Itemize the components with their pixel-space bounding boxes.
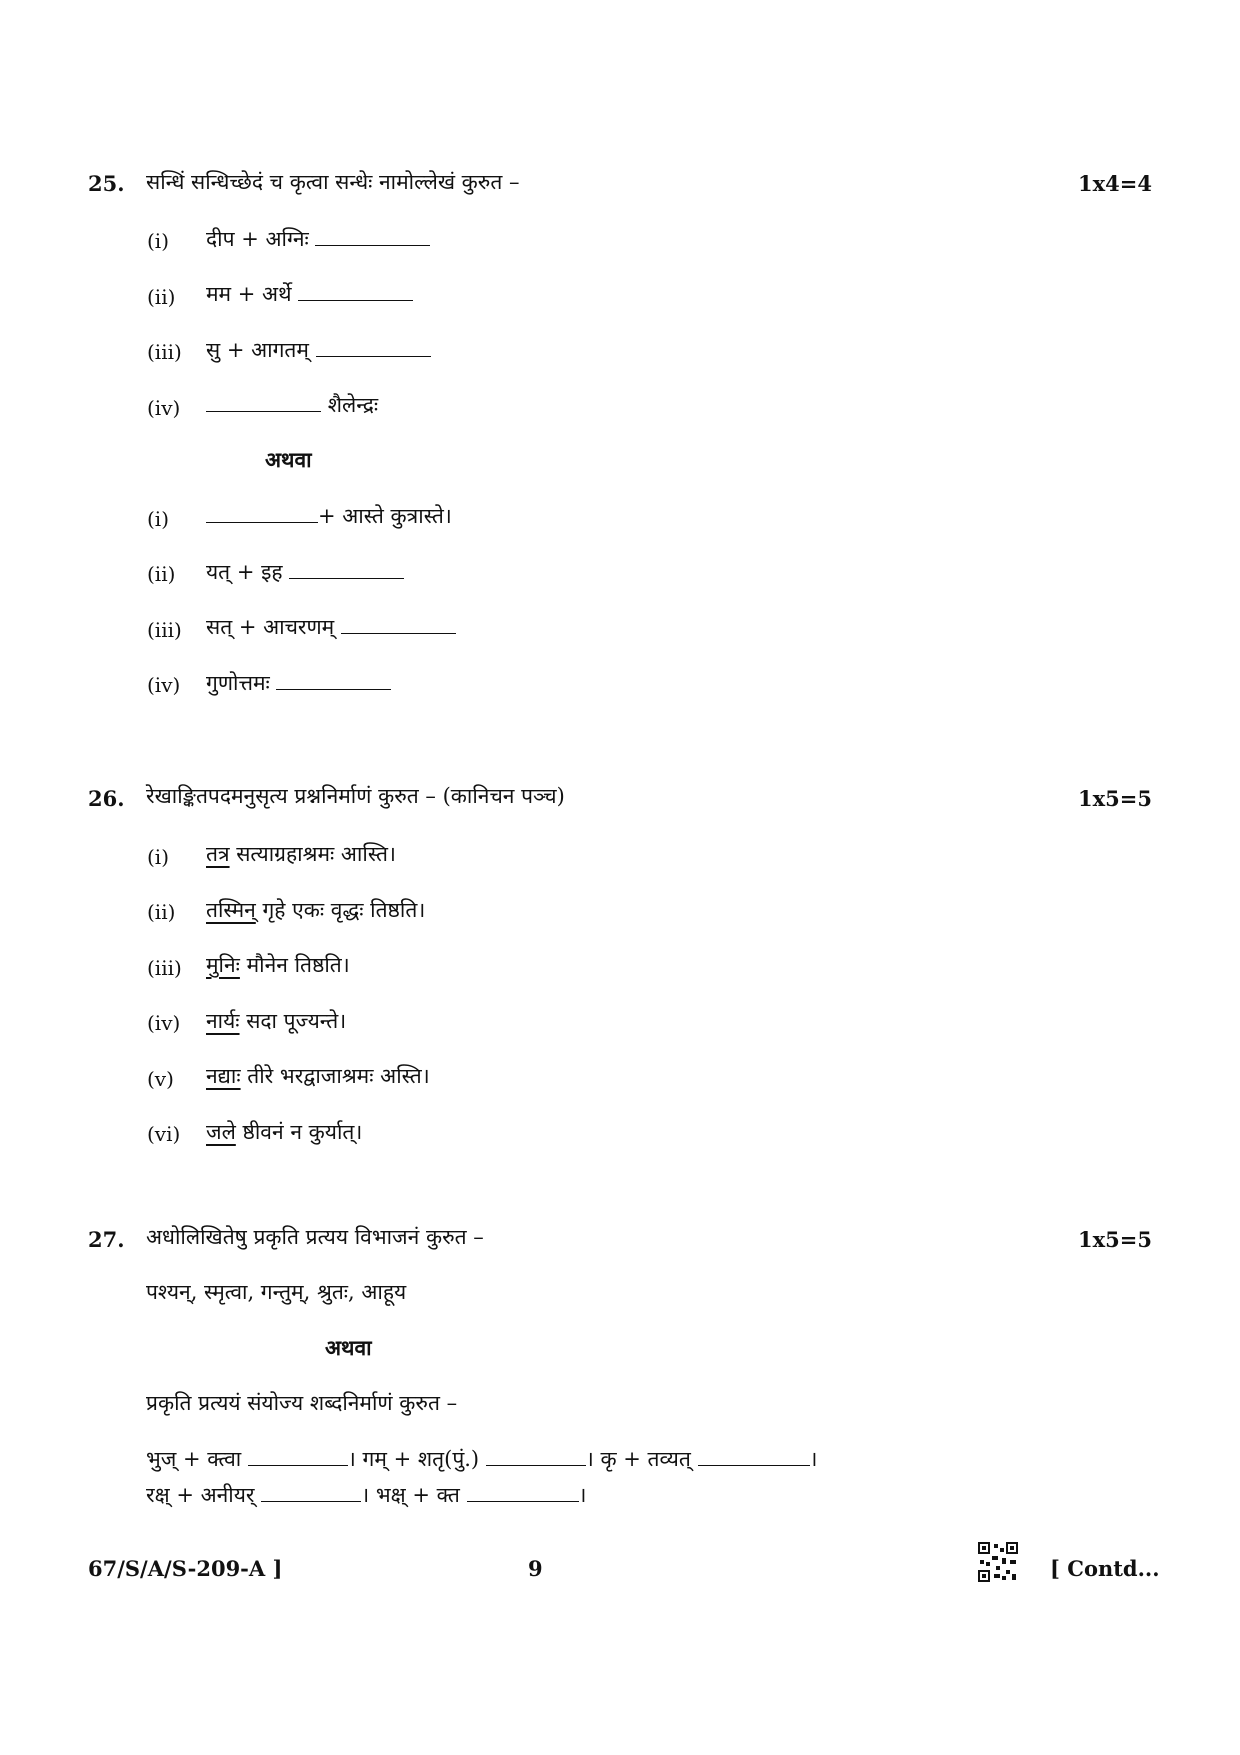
answer-blank — [467, 1483, 579, 1502]
answer-blank — [261, 1483, 361, 1502]
q26-item-3: मुनिः मौनेन तिष्ठति। — [206, 953, 350, 977]
q25-item-1: दीप + अग्निः — [206, 225, 430, 253]
q25-alt-2: यत् + इह — [206, 558, 404, 586]
answer-blank — [486, 1447, 586, 1466]
answer-blank — [298, 282, 413, 301]
q25-alt-4-roman: (iv) — [147, 673, 181, 697]
q27-number: 27. — [88, 1227, 125, 1252]
q26-text: रेखाङ्कितपदमनुसृत्य प्रश्ननिर्माणं कुरुत – (कानिचन पञ्च) — [146, 784, 565, 808]
q25-item-4-roman: (iv) — [147, 396, 181, 420]
answer-blank — [316, 338, 431, 357]
q26-item-1: तत्र सत्याग्रहाश्रमः आस्ति। — [206, 842, 396, 866]
q27-line-2: रक्ष् + अनीयर् । भक्ष् + क्त । — [146, 1483, 587, 1507]
q25-number: 25. — [88, 171, 125, 196]
q25-item-4: शैलेन्द्रः — [206, 391, 378, 419]
q25-or: अथवा — [265, 447, 312, 472]
q25-item-1-roman: (i) — [147, 229, 170, 253]
q26-item-2-roman: (ii) — [147, 900, 176, 924]
qr-code-icon — [978, 1542, 1018, 1586]
q27-instruction: प्रकृति प्रत्ययं संयोज्य शब्दनिर्माणं कुरुत – — [146, 1391, 458, 1415]
q26-item-2: तस्मिन् गृहे एकः वृद्धः तिष्ठति। — [206, 898, 426, 922]
answer-blank — [341, 615, 456, 634]
q26-item-6: जले ष्ठीवनं न कुर्यात्। — [206, 1120, 363, 1144]
q25-marks: 1x4=4 — [1078, 171, 1152, 196]
answer-blank — [248, 1447, 348, 1466]
q27-text: अधोलिखितेषु प्रकृति प्रत्यय विभाजनं कुरुत – — [146, 1225, 484, 1249]
answer-blank — [276, 671, 391, 690]
answer-blank — [698, 1447, 810, 1466]
q25-item-2-roman: (ii) — [147, 285, 176, 309]
q26-item-5: नद्याः तीरे भरद्वाजाश्रमः अस्ति। — [206, 1064, 430, 1088]
answer-blank — [206, 393, 321, 412]
q26-item-4-roman: (iv) — [147, 1011, 181, 1035]
q25-alt-2-roman: (ii) — [147, 562, 176, 586]
page-number: 9 — [528, 1556, 543, 1581]
q25-text: सन्धिं सन्धिच्छेदं च कृत्वा सन्धेः नामोल्लेखं कुरुत – — [146, 170, 520, 194]
q26-number: 26. — [88, 786, 125, 811]
q27-or: अथवा — [325, 1335, 372, 1360]
q27-words: पश्यन्, स्मृत्वा, गन्तुम्, श्रुतः, आहूय — [146, 1280, 407, 1304]
q25-alt-3-roman: (iii) — [147, 618, 182, 642]
q26-item-4: नार्यः सदा पूज्यन्ते। — [206, 1009, 347, 1033]
continued-label: [ Contd... — [1050, 1556, 1160, 1581]
q25-alt-4: गुणोत्तमः — [206, 669, 391, 697]
q25-item-3: सु + आगतम् — [206, 336, 431, 364]
q27-line-1: भुज् + क्त्वा । गम् + शतृ(पुं.) । कृ + तव्यत् । — [146, 1447, 818, 1471]
q26-item-1-roman: (i) — [147, 845, 170, 869]
q25-alt-1-roman: (i) — [147, 507, 170, 531]
q25-alt-1: + आस्ते कुत्रास्ते। — [206, 502, 452, 530]
paper-code: 67/S/A/S-209-A ] — [88, 1556, 283, 1581]
answer-blank — [289, 560, 404, 579]
q25-item-2: मम + अर्थे — [206, 280, 413, 308]
answer-blank — [206, 504, 318, 523]
q25-item-3-roman: (iii) — [147, 340, 182, 364]
q26-item-5-roman: (v) — [147, 1067, 174, 1091]
q25-alt-3: सत् + आचरणम् — [206, 613, 456, 641]
q27-marks: 1x5=5 — [1078, 1227, 1152, 1252]
answer-blank — [315, 227, 430, 246]
q26-item-3-roman: (iii) — [147, 956, 182, 980]
q26-item-6-roman: (vi) — [147, 1122, 181, 1146]
q26-marks: 1x5=5 — [1078, 786, 1152, 811]
